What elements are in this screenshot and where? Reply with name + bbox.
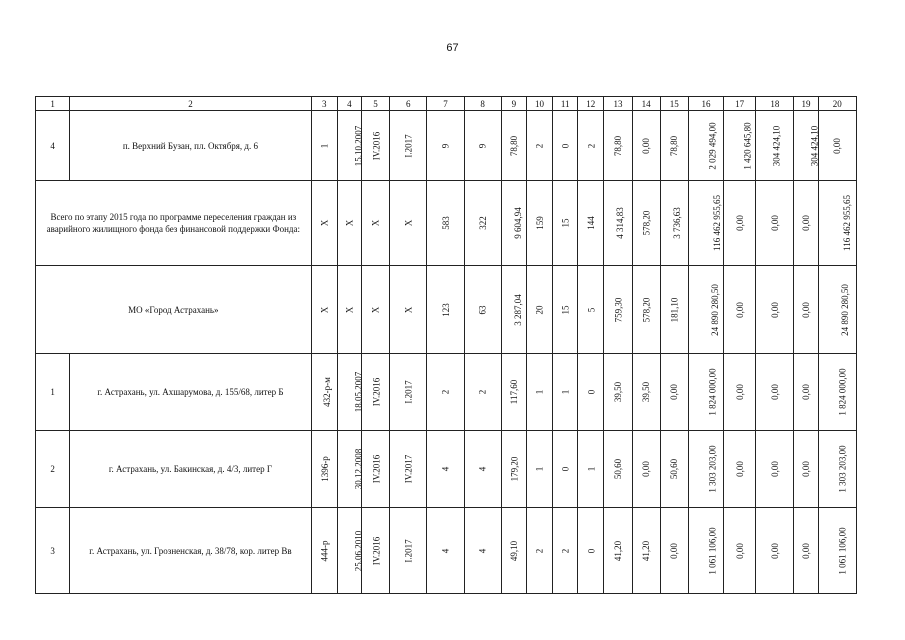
- cell-value: I.2017: [403, 538, 414, 563]
- cell-col-13: [604, 431, 632, 508]
- cell-value: 41,20: [641, 540, 652, 561]
- cell-value: 1 824 000,00: [707, 368, 718, 416]
- cell-value: 3 287,04: [512, 293, 523, 326]
- cell-value: 4 314,83: [615, 207, 626, 239]
- cell-value: 2: [534, 143, 545, 148]
- cell-value: 1: [585, 466, 596, 472]
- cell-col-9: [501, 181, 526, 266]
- table-row: [36, 431, 857, 508]
- row-address: г. Астрахань, ул. Бакинская, д. 4/3, литер Г: [70, 431, 311, 508]
- cell-col-9: [501, 111, 526, 181]
- row-address: г. Астрахань, ул. Грозненская, д. 38/78, кор. литер Вв: [70, 508, 311, 594]
- cell-col-9: [501, 266, 526, 354]
- cell-value: 4: [440, 548, 451, 553]
- cell-value: 15: [560, 305, 571, 314]
- cell-col-17: [724, 508, 756, 594]
- cell-col-9: [501, 354, 526, 431]
- cell-col-17: [724, 354, 756, 431]
- table-row: [36, 266, 857, 354]
- cell-value: 3 736,63: [671, 207, 682, 239]
- cell-col-20: [818, 354, 856, 431]
- cell-col-5: [361, 111, 389, 181]
- cell-value: 1396-р: [319, 456, 330, 482]
- cell-col-3: [311, 354, 337, 431]
- cell-col-6: [390, 431, 427, 508]
- cell-value: 0,00: [769, 461, 780, 477]
- cell-col-12: [578, 354, 604, 431]
- cell-value: 181,10: [669, 297, 680, 322]
- cell-value: X: [370, 306, 381, 313]
- cell-value: 78,80: [612, 135, 623, 156]
- row-number: 1: [36, 354, 70, 431]
- cell-value: 78,80: [669, 135, 680, 156]
- cell-col-20: [818, 266, 856, 354]
- cell-col-12: [578, 508, 604, 594]
- cell-value: 0,00: [801, 301, 812, 318]
- cell-value: 0,00: [832, 137, 843, 154]
- header-row: [36, 97, 857, 111]
- cell-value: 117,60: [508, 379, 519, 405]
- cell-col-14: [632, 431, 660, 508]
- cell-value: 0,00: [641, 461, 652, 477]
- cell-value: 0: [560, 466, 571, 472]
- cell-value: 1 824 000,00: [837, 368, 848, 416]
- cell-col-4: [337, 354, 364, 431]
- column-header-16: 16: [688, 97, 723, 111]
- cell-value: X: [403, 219, 414, 227]
- cell-value: 159: [534, 216, 545, 230]
- cell-col-7: [427, 431, 464, 508]
- cell-value: 49,10: [508, 540, 519, 561]
- cell-col-17: [724, 111, 756, 181]
- cell-col-14: [632, 181, 660, 266]
- cell-col-10: [526, 181, 552, 266]
- cell-col-10: [526, 266, 552, 354]
- cell-value: 1 061 106,00: [837, 526, 848, 575]
- column-header-1: 1: [36, 97, 70, 111]
- cell-value: 9: [477, 143, 488, 148]
- column-header-10: 10: [526, 97, 552, 111]
- table-row: [36, 508, 857, 594]
- cell-value: 2: [440, 389, 451, 395]
- cell-col-16: [688, 181, 723, 266]
- cell-col-3: [311, 181, 337, 266]
- cell-value: 0,00: [769, 301, 780, 318]
- cell-col-6: [390, 508, 427, 594]
- cell-col-19: [794, 266, 818, 354]
- row-address: г. Астрахань, ул. Ахшарумова, д. 155/68, литер Б: [70, 354, 311, 431]
- column-header-8: 8: [464, 97, 501, 111]
- cell-col-3: [311, 508, 337, 594]
- cell-col-7: [427, 266, 464, 354]
- cell-col-20: [818, 431, 856, 508]
- cell-value: 0,00: [801, 542, 812, 559]
- cell-value: 2: [477, 389, 488, 395]
- cell-col-4: [337, 181, 361, 266]
- cell-col-12: [578, 431, 604, 508]
- cell-value: X: [370, 219, 381, 227]
- cell-col-16: [688, 431, 723, 508]
- cell-col-18: [756, 181, 794, 266]
- row-label: Всего по этапу 2015 года по программе переселения граждан из аварийного жилищного фонда без финансовой поддержки Фонда:: [36, 181, 312, 266]
- cell-col-3: [311, 111, 337, 181]
- cell-col-19: [794, 354, 818, 431]
- cell-col-19: [794, 111, 818, 181]
- cell-value: X: [344, 219, 355, 227]
- column-header-14: 14: [632, 97, 660, 111]
- cell-value: 0,00: [801, 461, 812, 477]
- cell-col-8: [464, 508, 501, 594]
- cell-col-18: [756, 111, 794, 181]
- column-header-4: 4: [337, 97, 361, 111]
- cell-value: X: [344, 306, 355, 313]
- cell-col-6: [390, 266, 427, 354]
- table-row: [36, 354, 857, 431]
- cell-value: 4: [440, 466, 451, 472]
- cell-value: 18.05.2007: [353, 371, 364, 413]
- cell-value: 4: [477, 466, 488, 472]
- cell-col-13: [604, 266, 632, 354]
- cell-col-7: [427, 111, 464, 181]
- cell-value: X: [403, 306, 414, 313]
- column-header-18: 18: [756, 97, 794, 111]
- cell-value: 583: [440, 216, 451, 230]
- cell-value: I.2017: [403, 133, 414, 158]
- column-header-12: 12: [578, 97, 604, 111]
- cell-value: 179,20: [509, 456, 520, 482]
- cell-value: 2: [534, 548, 545, 553]
- column-header-5: 5: [361, 97, 389, 111]
- cell-col-14: [632, 508, 660, 594]
- cell-value: 0,00: [769, 384, 780, 400]
- cell-value: 0: [560, 143, 571, 148]
- cell-col-8: [464, 354, 501, 431]
- cell-value: 0: [585, 548, 596, 553]
- cell-value: IV.2016: [371, 454, 382, 484]
- cell-col-10: [526, 111, 552, 181]
- column-header-20: 20: [818, 97, 856, 111]
- cell-value: 304 424,10: [771, 125, 782, 166]
- cell-value: IV.2016: [371, 536, 382, 565]
- cell-value: 0,00: [641, 137, 652, 154]
- cell-col-11: [553, 181, 578, 266]
- cell-value: 2 029 494,00: [707, 121, 718, 170]
- cell-col-11: [553, 508, 578, 594]
- cell-col-4: [337, 431, 364, 508]
- cell-value: 50,60: [669, 458, 680, 480]
- cell-value: 0,00: [801, 215, 812, 231]
- cell-col-14: [632, 111, 660, 181]
- cell-col-18: [756, 431, 794, 508]
- cell-col-18: [756, 508, 794, 594]
- cell-col-16: [688, 354, 723, 431]
- cell-col-11: [553, 266, 578, 354]
- page-number: 67: [446, 42, 459, 54]
- cell-col-10: [526, 354, 552, 431]
- cell-col-5: [361, 354, 389, 431]
- cell-value: 1 303 203,00: [837, 445, 848, 493]
- cell-value: 0,00: [734, 301, 745, 318]
- cell-col-5: [361, 181, 389, 266]
- column-header-11: 11: [553, 97, 578, 111]
- column-header-17: 17: [724, 97, 756, 111]
- cell-value: 0,00: [801, 384, 812, 400]
- column-header-3: 3: [311, 97, 337, 111]
- cell-col-16: [688, 508, 723, 594]
- cell-col-13: [604, 111, 632, 181]
- row-label: МО «Город Астрахань»: [36, 266, 312, 354]
- cell-value: 9 604,94: [512, 207, 523, 239]
- cell-value: 1: [534, 466, 545, 472]
- cell-value: 25.06.2010: [353, 530, 364, 571]
- cell-value: 24 890 280,50: [839, 283, 850, 336]
- cell-value: 30.12.2008: [353, 448, 364, 490]
- cell-col-9: [501, 508, 526, 594]
- cell-value: 24 890 280,50: [709, 283, 720, 336]
- cell-value: 15.10.2007: [353, 125, 364, 166]
- cell-value: 0,00: [769, 215, 780, 231]
- cell-value: 1: [319, 143, 330, 148]
- cell-col-11: [553, 111, 578, 181]
- cell-value: 116 462 955,65: [841, 195, 852, 251]
- cell-col-12: [578, 111, 604, 181]
- cell-col-18: [756, 266, 794, 354]
- cell-value: 1 420 645,80: [742, 121, 753, 170]
- cell-col-7: [427, 354, 464, 431]
- cell-value: 50,60: [612, 458, 623, 480]
- cell-col-10: [526, 431, 552, 508]
- cell-col-18: [756, 354, 794, 431]
- cell-value: 578,20: [641, 297, 652, 322]
- cell-value: X: [319, 306, 330, 313]
- cell-value: 2: [560, 548, 571, 553]
- cell-col-17: [724, 181, 756, 266]
- cell-col-6: [390, 111, 427, 181]
- cell-value: 144: [585, 216, 596, 230]
- column-header-7: 7: [427, 97, 464, 111]
- cell-col-11: [553, 431, 578, 508]
- table-row: [36, 181, 857, 266]
- row-number: 2: [36, 431, 70, 508]
- cell-value: 0,00: [734, 215, 745, 231]
- cell-value: 39,50: [641, 381, 652, 403]
- table-row: [36, 111, 857, 181]
- cell-col-12: [578, 266, 604, 354]
- cell-value: 444-р: [319, 540, 330, 561]
- cell-col-5: [361, 508, 389, 594]
- cell-value: 39,50: [612, 381, 623, 403]
- cell-col-8: [464, 181, 501, 266]
- cell-col-20: [818, 181, 856, 266]
- cell-col-4: [337, 266, 361, 354]
- cell-col-8: [464, 266, 501, 354]
- cell-value: 78,80: [508, 135, 519, 156]
- cell-value: 1 303 203,00: [707, 445, 718, 493]
- row-number: 4: [36, 111, 70, 181]
- cell-col-9: [501, 431, 526, 508]
- cell-col-16: [688, 266, 723, 354]
- cell-value: 20: [534, 305, 545, 314]
- cell-value: 2: [585, 143, 596, 148]
- cell-col-5: [361, 266, 389, 354]
- cell-col-15: [660, 181, 688, 266]
- cell-col-3: [311, 266, 337, 354]
- column-header-13: 13: [604, 97, 632, 111]
- cell-col-6: [390, 181, 427, 266]
- cell-value: 0,00: [669, 542, 680, 559]
- cell-value: 116 462 955,65: [711, 195, 722, 251]
- cell-value: IV.2017: [403, 454, 414, 484]
- cell-col-19: [794, 431, 818, 508]
- cell-value: IV.2016: [371, 131, 382, 160]
- cell-col-13: [604, 508, 632, 594]
- column-header-15: 15: [660, 97, 688, 111]
- column-header-9: 9: [501, 97, 526, 111]
- cell-value: 0,00: [734, 384, 745, 400]
- column-header-19: 19: [794, 97, 818, 111]
- cell-col-7: [427, 181, 464, 266]
- cell-col-19: [794, 508, 818, 594]
- cell-col-13: [604, 181, 632, 266]
- cell-col-15: [660, 266, 688, 354]
- row-address: п. Верхний Бузан, пл. Октября, д. 6: [70, 111, 311, 181]
- cell-col-20: [818, 508, 856, 594]
- cell-value: 63: [477, 305, 488, 314]
- cell-value: 432-р-м: [321, 377, 332, 407]
- cell-col-4: [337, 508, 364, 594]
- cell-col-13: [604, 354, 632, 431]
- cell-col-15: [660, 354, 688, 431]
- cell-col-3: [311, 431, 337, 508]
- cell-col-8: [464, 111, 501, 181]
- cell-value: 0,00: [669, 384, 680, 400]
- cell-value: IV.2016: [371, 377, 382, 407]
- cell-value: 15: [560, 218, 571, 228]
- cell-value: 1 061 106,00: [707, 526, 718, 575]
- resettlement-table: [35, 96, 857, 594]
- cell-col-16: [688, 111, 723, 181]
- cell-value: 578,20: [641, 210, 652, 236]
- cell-col-20: [818, 111, 856, 181]
- cell-value: 5: [585, 307, 596, 312]
- cell-value: 322: [477, 216, 488, 230]
- cell-col-12: [578, 181, 604, 266]
- cell-col-17: [724, 266, 756, 354]
- cell-value: 0: [585, 389, 596, 395]
- cell-value: 304 424,10: [809, 125, 820, 166]
- cell-col-15: [660, 431, 688, 508]
- cell-col-7: [427, 508, 464, 594]
- cell-col-15: [660, 111, 688, 181]
- cell-value: 41,20: [612, 540, 623, 561]
- cell-value: 0,00: [734, 461, 745, 477]
- cell-col-17: [724, 431, 756, 508]
- cell-col-5: [361, 431, 389, 508]
- cell-col-10: [526, 508, 552, 594]
- cell-col-4: [337, 111, 364, 181]
- cell-value: 4: [477, 548, 488, 553]
- cell-value: X: [319, 219, 330, 227]
- row-number: 3: [36, 508, 70, 594]
- cell-value: 9: [440, 143, 451, 148]
- cell-col-15: [660, 508, 688, 594]
- cell-value: 123: [440, 302, 451, 317]
- cell-value: 1: [560, 389, 571, 395]
- cell-value: 0,00: [734, 542, 745, 559]
- cell-col-14: [632, 354, 660, 431]
- cell-col-14: [632, 266, 660, 354]
- cell-value: 0,00: [769, 542, 780, 559]
- column-header-6: 6: [390, 97, 427, 111]
- cell-col-19: [794, 181, 818, 266]
- cell-value: 1: [534, 389, 545, 395]
- column-header-2: 2: [70, 97, 311, 111]
- cell-col-8: [464, 431, 501, 508]
- cell-value: 759,30: [612, 297, 623, 322]
- cell-col-6: [390, 354, 427, 431]
- cell-col-11: [553, 354, 578, 431]
- cell-value: I.2017: [403, 380, 414, 404]
